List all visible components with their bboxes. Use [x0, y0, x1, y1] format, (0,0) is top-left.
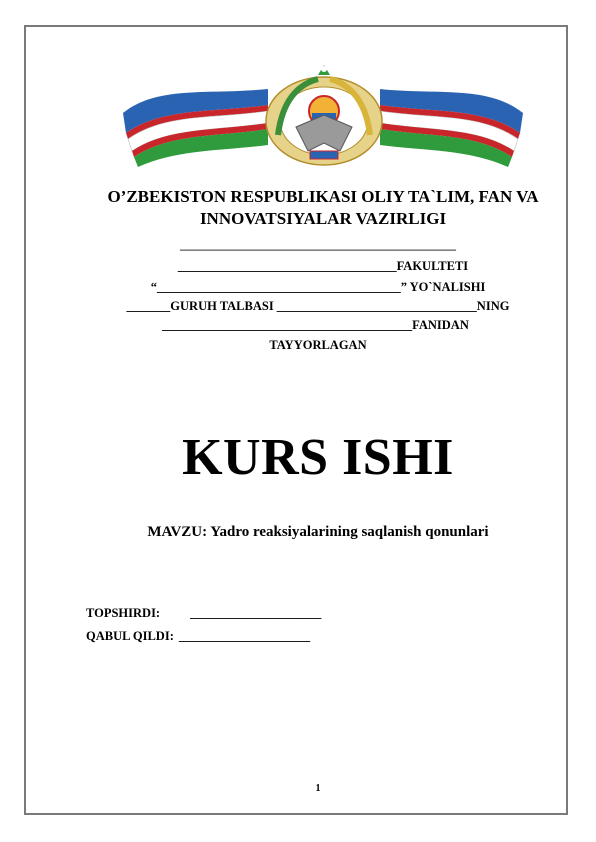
accepted-row — [86, 629, 310, 644]
faculty-line: ___________________________________FAKULTETI — [177, 259, 469, 273]
accepted-label: QABUL QILDI: — [86, 629, 174, 643]
page-number: 1 — [315, 783, 321, 794]
submitted-label: TOPSHIRDI: — [86, 606, 161, 620]
flag-ribbon-left — [123, 89, 268, 167]
group-line: _______GURUH TALBASI ________________________________NING — [126, 299, 510, 313]
submitted-row — [86, 606, 321, 621]
emblem-wreath — [266, 65, 382, 165]
state-emblem-icon — [118, 55, 528, 167]
topic-line: MAVZU: Yadro reaksiyalarining saqlanish qonunlari — [147, 524, 489, 540]
ministry-heading: O’ZBEKISTON RESPUBLIKASI OLIY TA`LIM, FAN VA INNOVATSIYALAR VAZIRLIGI — [107, 187, 539, 228]
flag-ribbon-right — [380, 89, 523, 167]
document-title: KURS ISHI — [182, 429, 454, 486]
direction-line: “_______________________________________” YO`NALISHI — [150, 280, 486, 294]
subject-line: ________________________________________FANIDAN — [162, 318, 469, 332]
accepted-blank: _____________________ — [178, 629, 311, 643]
prepared-label: TAYYORLAGAN — [269, 338, 367, 352]
submitted-blank: _____________________ — [190, 606, 322, 620]
blank-line: ______________________________________________ — [180, 238, 456, 252]
